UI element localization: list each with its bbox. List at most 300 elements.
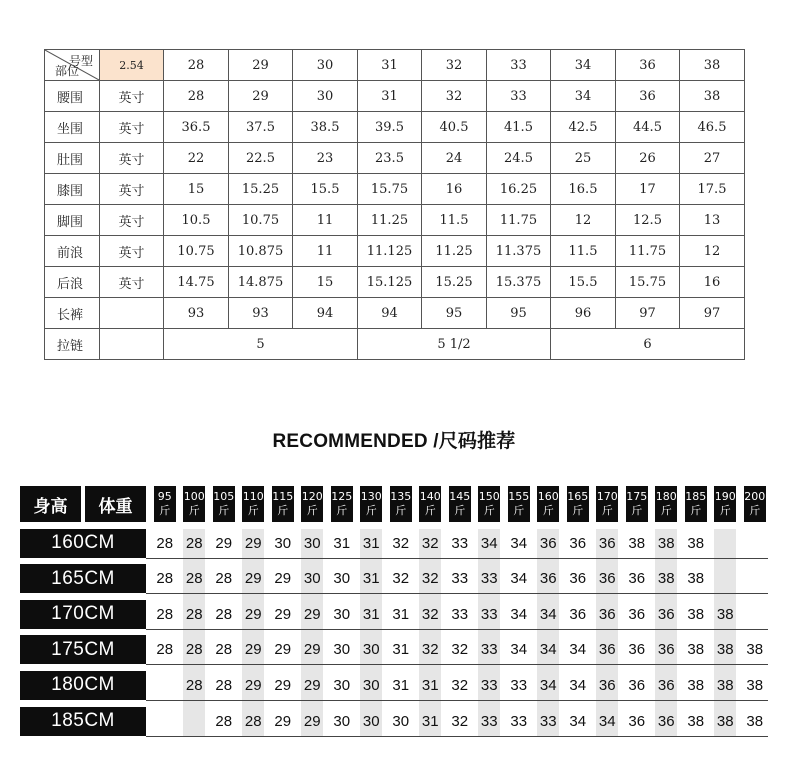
spec-value-cell: 11.5: [422, 205, 487, 236]
recommended-size-cell: 32: [451, 641, 469, 659]
recommended-size-cell: 30: [333, 676, 351, 694]
spec-row-label: 拉链: [45, 329, 100, 360]
spec-value-cell: 94: [358, 298, 422, 329]
recommended-size-cell: 38: [687, 605, 705, 623]
spec-unit-cell: 英寸: [100, 112, 164, 143]
recommended-size-cell: 31: [362, 605, 380, 623]
spec-value-cell: 26: [616, 143, 680, 174]
spec-value-cell: 14.75: [164, 267, 229, 298]
spec-value-cell: 24.5: [487, 143, 551, 174]
size-header-cell: 31: [358, 50, 422, 81]
spec-value-cell: 15.125: [358, 267, 422, 298]
recommended-size-cell: 36: [628, 605, 646, 623]
weight-unit: 斤: [188, 504, 200, 517]
recommended-size-cell: 34: [510, 641, 528, 659]
recommended-size-cell: 36: [539, 534, 557, 552]
corner-cell: [45, 50, 100, 81]
recommended-size-cell: 29: [244, 534, 262, 552]
column-shade: [360, 529, 382, 736]
spec-value-cell: 93: [164, 298, 229, 329]
recommended-size-cell: 34: [569, 641, 587, 659]
recommended-size-cell: 38: [657, 570, 675, 588]
recommended-size-cell: 29: [244, 570, 262, 588]
weight-value: 150: [478, 490, 500, 503]
height-label: 160CM: [20, 529, 146, 558]
corner-bottom-label: 部位: [55, 64, 80, 78]
recommended-size-cell: 34: [510, 570, 528, 588]
spec-value-cell: 17: [616, 174, 680, 205]
spec-row-label: 脚围: [45, 205, 100, 236]
weight-value: 170: [596, 490, 618, 503]
recommended-size-cell: 32: [421, 570, 439, 588]
recommended-size-cell: 31: [392, 605, 410, 623]
recommended-size-cell: [711, 529, 741, 558]
recommended-size-cell: 30: [303, 570, 321, 588]
spec-value-cell: 39.5: [358, 112, 422, 143]
column-shade: [242, 529, 264, 736]
recommended-size-cell: 29: [244, 605, 262, 623]
weight-unit: 斤: [306, 504, 318, 517]
size-header-cell: 30: [293, 50, 358, 81]
spec-value-cell: 15: [164, 174, 229, 205]
spec-value-cell: 17.5: [680, 174, 745, 205]
spec-value-cell: 38.5: [293, 112, 358, 143]
spec-value-cell: 24: [422, 143, 487, 174]
spec-value-cell: 29: [229, 81, 293, 112]
weight-unit: 斤: [513, 504, 525, 517]
weight-unit: 斤: [218, 504, 230, 517]
spec-unit-cell: 英寸: [100, 236, 164, 267]
spec-row-label: 肚围: [45, 143, 100, 174]
recommended-size-cell: 28: [156, 534, 174, 552]
weight-value: 130: [360, 490, 382, 503]
size-header-cell: 28: [164, 50, 229, 81]
recommended-size-cell: 36: [657, 676, 675, 694]
weight-unit: 斤: [601, 504, 613, 517]
recommended-size-cell: 32: [392, 534, 410, 552]
size-header-cell: 33: [487, 50, 551, 81]
recommended-size-cell: 31: [421, 712, 439, 730]
zipper-value-cell: 5 1/2: [358, 329, 551, 360]
recommended-size-cell: 38: [746, 641, 764, 659]
recommended-size-cell: 31: [362, 570, 380, 588]
spec-row: [45, 81, 745, 112]
recommended-size-cell: 30: [274, 534, 292, 552]
recommended-size-cell: 36: [598, 676, 616, 694]
weight-header-cell: [685, 486, 707, 522]
recommended-size-cell: 38: [716, 641, 734, 659]
column-shade: [714, 529, 736, 736]
weight-header-cell: [242, 486, 264, 522]
recommended-size-cell: 29: [303, 641, 321, 659]
zipper-value-cell: 6: [551, 329, 745, 360]
recommended-size-cell: 28: [185, 534, 203, 552]
spec-value-cell: 32: [422, 81, 487, 112]
spec-value-cell: 37.5: [229, 112, 293, 143]
spec-header-row: [45, 50, 745, 81]
weight-value: 155: [508, 490, 530, 503]
recommended-size-cell: 36: [657, 605, 675, 623]
recommended-size-cell: 36: [628, 712, 646, 730]
spec-value-cell: 15.5: [293, 174, 358, 205]
spec-value-cell: 23: [293, 143, 358, 174]
spec-value-cell: 15.375: [487, 267, 551, 298]
recommended-size-cell: [711, 564, 741, 593]
recommended-size-cell: 36: [598, 534, 616, 552]
column-shade: [655, 529, 677, 736]
column-shade: [301, 529, 323, 736]
recommended-size-cell: 36: [657, 712, 675, 730]
recommended-size-cell: 36: [628, 676, 646, 694]
recommended-size-cell: 36: [598, 570, 616, 588]
spec-value-cell: 11: [293, 236, 358, 267]
height-label: 185CM: [20, 707, 146, 736]
recommended-size-cell: 36: [598, 641, 616, 659]
recommended-size-cell: 28: [215, 570, 233, 588]
spec-value-cell: 10.75: [229, 205, 293, 236]
spec-value-cell: 23.5: [358, 143, 422, 174]
recommended-size-cell: 32: [451, 712, 469, 730]
weight-value: 165: [567, 490, 589, 503]
weight-header-cell: [655, 486, 677, 522]
rec-row: [20, 671, 768, 700]
spec-value-cell: 15: [293, 267, 358, 298]
row-underline: [146, 736, 768, 737]
recommended-size-cell: 34: [480, 534, 498, 552]
recommended-size-cell: [180, 707, 210, 736]
recommended-size-cell: 38: [746, 712, 764, 730]
weight-header-cell: [714, 486, 736, 522]
weight-unit: 斤: [719, 504, 731, 517]
spec-unit-cell: 英寸: [100, 81, 164, 112]
recommended-size-cell: 36: [657, 641, 675, 659]
rec-row: [20, 707, 768, 736]
recommended-size-cell: 28: [215, 605, 233, 623]
height-label: 175CM: [20, 635, 146, 664]
spec-row-label: 膝围: [45, 174, 100, 205]
recommended-size-cell: 28: [244, 712, 262, 730]
recommended-size-cell: 36: [598, 605, 616, 623]
spec-row-zipper: [45, 329, 745, 360]
weight-header-cell: [567, 486, 589, 522]
recommended-size-cell: 32: [421, 641, 439, 659]
recommended-size-cell: 34: [510, 534, 528, 552]
weight-unit: 斤: [424, 504, 436, 517]
recommended-size-cell: 28: [156, 570, 174, 588]
weight-value: 110: [242, 490, 264, 503]
recommended-size-cell: 32: [451, 676, 469, 694]
weight-unit: 斤: [454, 504, 466, 517]
recommended-size-cell: 29: [274, 676, 292, 694]
spec-value-cell: 16: [680, 267, 745, 298]
size-header-cell: 36: [616, 50, 680, 81]
spec-value-cell: 12: [551, 205, 616, 236]
spec-value-cell: 10.875: [229, 236, 293, 267]
weight-unit: 斤: [690, 504, 702, 517]
weight-value: 120: [301, 490, 323, 503]
recommended-size-cell: 28: [185, 676, 203, 694]
weight-value: 100: [183, 490, 205, 503]
recommended-size-cell: 30: [333, 641, 351, 659]
weight-header-cell: [154, 486, 176, 522]
recommended-size-cell: 34: [539, 676, 557, 694]
column-shade: [596, 529, 618, 736]
row-underline: [146, 629, 768, 630]
recommended-size-cell: 34: [510, 605, 528, 623]
recommended-size-cell: 33: [451, 605, 469, 623]
spec-value-cell: 10.5: [164, 205, 229, 236]
spec-value-cell: 11.125: [358, 236, 422, 267]
weight-header-cell: [449, 486, 471, 522]
recommended-size-cell: 30: [333, 605, 351, 623]
weight-header-cell: [213, 486, 235, 522]
weight-value: 190: [714, 490, 736, 503]
weight-unit: 斤: [483, 504, 495, 517]
recommended-size-cell: 38: [716, 605, 734, 623]
spec-row: [45, 143, 745, 174]
weight-value: 160: [537, 490, 559, 503]
recommended-size-cell: 29: [303, 676, 321, 694]
size-header-cell: 29: [229, 50, 293, 81]
recommended-size-cell: 34: [539, 605, 557, 623]
spec-value-cell: 11.25: [358, 205, 422, 236]
unit-ratio-cell: 2.54: [100, 50, 164, 81]
spec-value-cell: 42.5: [551, 112, 616, 143]
recommended-size-cell: 31: [392, 676, 410, 694]
spec-value-cell: 93: [229, 298, 293, 329]
recommended-size-cell: 32: [421, 534, 439, 552]
recommended-size-cell: 32: [421, 605, 439, 623]
weight-header-cell: [390, 486, 412, 522]
spec-value-cell: 11.75: [487, 205, 551, 236]
weight-header-cell: [478, 486, 500, 522]
spec-value-cell: 13: [680, 205, 745, 236]
recommended-size-cell: 30: [362, 676, 380, 694]
weight-unit: 斤: [336, 504, 348, 517]
recommended-size-cell: 33: [480, 605, 498, 623]
recommended-size-cell: 28: [215, 641, 233, 659]
recommended-size-cell: 28: [215, 676, 233, 694]
recommended-size-cell: 34: [569, 676, 587, 694]
weight-header-cell: [508, 486, 530, 522]
weight-value: 185: [685, 490, 707, 503]
size-recommendation-table: [20, 486, 768, 736]
spec-value-cell: 97: [616, 298, 680, 329]
recommended-size-cell: 33: [451, 534, 469, 552]
size-spec-table: [44, 49, 745, 360]
spec-value-cell: 15.25: [229, 174, 293, 205]
recommended-size-cell: 33: [480, 676, 498, 694]
recommended-size-cell: 36: [539, 570, 557, 588]
recommended-size-cell: 28: [185, 570, 203, 588]
weight-header-cell: [360, 486, 382, 522]
spec-value-cell: 12: [680, 236, 745, 267]
rec-row: [20, 635, 768, 664]
weight-header-cell: [596, 486, 618, 522]
recommended-size-cell: 29: [303, 605, 321, 623]
row-underline: [146, 593, 768, 594]
spec-value-cell: 15.5: [551, 267, 616, 298]
spec-value-cell: 15.75: [358, 174, 422, 205]
spec-row-label: 腰围: [45, 81, 100, 112]
weight-value: 145: [449, 490, 471, 503]
spec-value-cell: 11.75: [616, 236, 680, 267]
weight-header-cell: [301, 486, 323, 522]
recommended-size-cell: 34: [539, 641, 557, 659]
spec-value-cell: 11.375: [487, 236, 551, 267]
weight-unit: 斤: [749, 504, 761, 517]
recommended-size-cell: 28: [185, 605, 203, 623]
weight-unit: 斤: [365, 504, 377, 517]
row-underline: [146, 700, 768, 701]
spec-row: [45, 267, 745, 298]
size-header-cell: 38: [680, 50, 745, 81]
weight-header: 体重: [85, 486, 146, 522]
spec-value-cell: 28: [164, 81, 229, 112]
recommended-size-cell: 29: [215, 534, 233, 552]
spec-value-cell: 16.25: [487, 174, 551, 205]
rec-row: [20, 564, 768, 593]
weight-header-cell: [626, 486, 648, 522]
recommended-size-cell: [150, 707, 180, 736]
spec-row-label: 后浪: [45, 267, 100, 298]
spec-value-cell: 41.5: [487, 112, 551, 143]
spec-row-label: 坐围: [45, 112, 100, 143]
spec-value-cell: 33: [487, 81, 551, 112]
recommended-size-cell: 38: [628, 534, 646, 552]
spec-value-cell: 31: [358, 81, 422, 112]
spec-value-cell: 96: [551, 298, 616, 329]
weight-unit: 斤: [277, 504, 289, 517]
recommended-size-cell: 34: [598, 712, 616, 730]
weight-value: 95: [157, 490, 172, 503]
recommended-size-cell: 36: [569, 534, 587, 552]
rec-row: [20, 600, 768, 629]
recommended-size-cell: [740, 529, 770, 558]
recommended-size-cell: 30: [362, 712, 380, 730]
spec-value-cell: 38: [680, 81, 745, 112]
spec-unit-cell: [100, 298, 164, 329]
spec-value-cell: 36: [616, 81, 680, 112]
recommended-size-cell: [150, 671, 180, 700]
spec-value-cell: 11.5: [551, 236, 616, 267]
recommended-size-cell: 38: [746, 676, 764, 694]
spec-row: [45, 298, 745, 329]
spec-value-cell: 16: [422, 174, 487, 205]
spec-value-cell: 16.5: [551, 174, 616, 205]
recommended-size-cell: 30: [333, 570, 351, 588]
spec-value-cell: 15.25: [422, 267, 487, 298]
weight-unit: 斤: [395, 504, 407, 517]
recommended-size-cell: 38: [716, 712, 734, 730]
recommended-size-cell: 38: [687, 676, 705, 694]
recommended-size-cell: 38: [687, 712, 705, 730]
zipper-value-cell: 5: [164, 329, 358, 360]
column-shade: [419, 529, 441, 736]
spec-value-cell: 36.5: [164, 112, 229, 143]
spec-row: [45, 174, 745, 205]
weight-unit: 斤: [542, 504, 554, 517]
spec-unit-cell: 英寸: [100, 143, 164, 174]
recommended-size-cell: 36: [569, 570, 587, 588]
recommended-size-cell: 34: [569, 712, 587, 730]
spec-value-cell: 15.75: [616, 267, 680, 298]
spec-value-cell: 94: [293, 298, 358, 329]
spec-value-cell: 46.5: [680, 112, 745, 143]
spec-value-cell: 44.5: [616, 112, 680, 143]
recommended-size-cell: 36: [628, 641, 646, 659]
recommended-size-cell: 28: [185, 641, 203, 659]
height-label: 170CM: [20, 600, 146, 629]
spec-value-cell: 25: [551, 143, 616, 174]
spec-value-cell: 95: [422, 298, 487, 329]
spec-value-cell: 14.875: [229, 267, 293, 298]
spec-value-cell: 22.5: [229, 143, 293, 174]
weight-unit: 斤: [572, 504, 584, 517]
weight-header-cell: [419, 486, 441, 522]
weight-value: 200: [744, 490, 766, 503]
recommended-size-cell: 28: [156, 641, 174, 659]
weight-value: 175: [626, 490, 648, 503]
spec-row: [45, 112, 745, 143]
weight-unit: 斤: [660, 504, 672, 517]
recommended-size-cell: 38: [687, 570, 705, 588]
weight-unit: 斤: [631, 504, 643, 517]
spec-value-cell: 27: [680, 143, 745, 174]
weight-header-cell: [537, 486, 559, 522]
recommended-size-cell: 30: [333, 712, 351, 730]
spec-value-cell: 12.5: [616, 205, 680, 236]
spec-value-cell: 11: [293, 205, 358, 236]
recommended-size-cell: [740, 600, 770, 629]
spec-value-cell: 22: [164, 143, 229, 174]
recommended-size-cell: 38: [687, 534, 705, 552]
height-label: 165CM: [20, 564, 146, 593]
height-label: 180CM: [20, 671, 146, 700]
recommended-size-cell: 30: [362, 641, 380, 659]
recommended-size-cell: [740, 564, 770, 593]
size-header-cell: 34: [551, 50, 616, 81]
recommended-size-cell: 33: [539, 712, 557, 730]
recommended-size-cell: 31: [421, 676, 439, 694]
weight-unit: 斤: [159, 504, 171, 517]
recommended-size-cell: 29: [244, 641, 262, 659]
spec-unit-cell: 英寸: [100, 205, 164, 236]
spec-row-label: 前浪: [45, 236, 100, 267]
weight-value: 125: [331, 490, 353, 503]
weight-value: 105: [213, 490, 235, 503]
recommended-title: RECOMMENDED /尺码推荐: [272, 431, 516, 452]
spec-value-cell: 30: [293, 81, 358, 112]
recommended-size-cell: 28: [156, 605, 174, 623]
weight-value: 115: [272, 490, 294, 503]
weight-value: 135: [390, 490, 412, 503]
recommended-size-cell: 29: [244, 676, 262, 694]
column-shade: [183, 529, 205, 736]
weight-value: 180: [655, 490, 677, 503]
recommended-size-cell: 31: [392, 641, 410, 659]
weight-value: 140: [419, 490, 441, 503]
spec-value-cell: 10.75: [164, 236, 229, 267]
recommended-size-cell: 29: [274, 570, 292, 588]
recommended-size-cell: 38: [687, 641, 705, 659]
row-underline: [146, 664, 768, 665]
spec-value-cell: 40.5: [422, 112, 487, 143]
recommended-size-cell: 38: [657, 534, 675, 552]
spec-unit-cell: [100, 329, 164, 360]
corner-top-label: 号型: [68, 54, 93, 68]
height-header: 身高: [20, 486, 81, 522]
